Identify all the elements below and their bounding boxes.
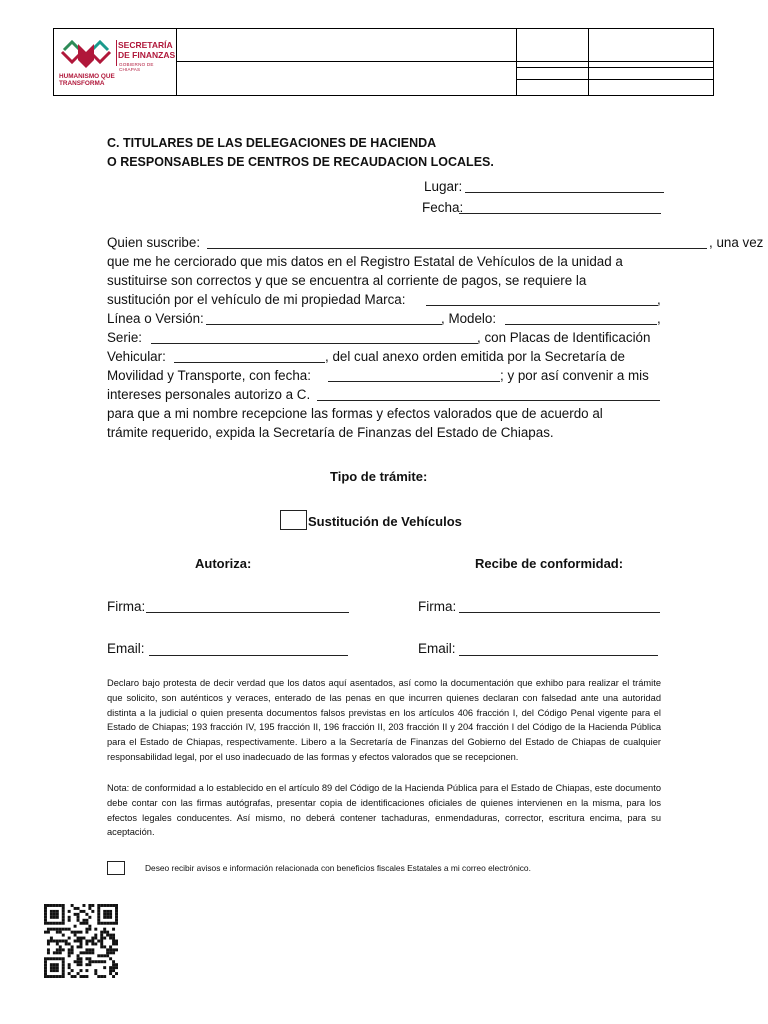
- paragraph-line: Línea o Versión: , Modelo: ,: [107, 311, 661, 326]
- header-rule: [176, 61, 713, 62]
- lugar-label: Lugar:: [424, 179, 463, 194]
- email-right-field[interactable]: [459, 655, 658, 656]
- logo-divider: [116, 40, 117, 66]
- email-left-label: Email:: [107, 641, 145, 656]
- declaration-text: Declaro bajo protesta de decir verdad que los datos aquí asentados, así como la documentación que exhibo para realizar el trámite que solicito, son auténticos y veraces, enterado de las penas en que incurren quienes declaran con falsedad ante una autoridad distinta a la judicial o quien presenta documentos falsos previstas en los artículos 406 fracción I, del Código Penal vigente para el Estado de Chiapas; 193 fracción IV, 195 fracción II, 196 fracción II, 203 fracción II y 204 fracción I del Código de la Hacienda Pública para el Estado de Chiapas, respectivamente. Libero a la Secretaría de Finanzas del Gobierno del Estado de Chiapas de cualquier responsabilidad legal, por el uso inadecuado de las formas y efectos valorados que se recepcionen.: [107, 678, 661, 762]
- sustitucion-checkbox[interactable]: [280, 510, 307, 530]
- paragraph-line: Movilidad y Transporte, con fecha: ; y por así convenir a mis: [107, 368, 649, 383]
- logo-slogan: HUMANISMO QUE TRANSFORMA: [59, 73, 115, 87]
- logo-subtitle: GOBIERNO DE CHIAPAS: [119, 62, 154, 72]
- serie-field[interactable]: [151, 343, 478, 344]
- paragraph-line: sustituirse son correctos y que se encuentra al corriente de pagos, se requiere la: [107, 273, 587, 288]
- suscribe-field[interactable]: [207, 248, 707, 249]
- logo-mark-icon: [58, 36, 114, 70]
- sustitucion-option-label: Sustitución de Vehículos: [308, 514, 462, 529]
- fecha-label: Fecha:: [422, 200, 464, 215]
- paragraph-line: Serie: , con Placas de Identificación: [107, 330, 651, 345]
- header-divider: [516, 29, 517, 95]
- header-divider: [176, 29, 177, 95]
- paragraph-line: que me he cerciorado que mis datos en el Registro Estatal de Vehículos de la unidad a: [107, 254, 623, 269]
- firma-left-field[interactable]: [146, 612, 349, 613]
- note-text: Nota: de conformidad a lo establecido en el artículo 89 del Código de la Hacienda Pública para el Estado de Chiapas, este documento debe contar con las firmas autógrafas, presentar copia de identificaciones oficiales de quienes intervienen en la misma, para los efectos legales conducentes. Así mismo, no deberá contener tachaduras, enmendaduras, corrector, escritura encima, para su aceptación.: [107, 783, 661, 838]
- header-divider: [588, 29, 589, 95]
- firma-right-label: Firma:: [418, 599, 457, 614]
- modelo-field[interactable]: [505, 324, 657, 325]
- paragraph-line: Vehicular: , del cual anexo orden emitida por la Secretaría de: [107, 349, 625, 364]
- qr-code-icon: [44, 904, 118, 978]
- header-rule: [516, 67, 713, 68]
- fecha-field[interactable]: [459, 213, 661, 214]
- marca-field[interactable]: [426, 305, 658, 306]
- paragraph-line: intereses personales autorizo a C.: [107, 385, 661, 404]
- paragraph-line: para que a mi nombre recepcione las formas y efectos valorados que de acuerdo al: [107, 406, 603, 421]
- tramite-label: Tipo de trámite:: [330, 469, 428, 484]
- logo-title: SECRETARÍA DE FINANZAS: [118, 40, 176, 60]
- consent-label: Deseo recibir avisos e información relacionada con beneficios fiscales Estatales a mi correo electrónico.: [145, 863, 531, 873]
- section-title-2: O RESPONSABLES DE CENTROS DE RECAUDACION LOCALES.: [107, 155, 494, 169]
- autoriza-heading: Autoriza:: [195, 556, 252, 571]
- firma-right-field[interactable]: [459, 612, 660, 613]
- recibe-heading: Recibe de conformidad:: [475, 556, 624, 571]
- placas-field[interactable]: [174, 362, 325, 363]
- paragraph-line: sustitución por el vehículo de mi propiedad Marca: ,: [107, 292, 661, 307]
- paragraph-line: trámite requerido, expida la Secretaría de Finanzas del Estado de Chiapas.: [107, 425, 554, 440]
- secretaria-finanzas-logo: [58, 36, 176, 88]
- firma-left-label: Firma:: [107, 599, 146, 614]
- fecha-orden-field[interactable]: [328, 381, 500, 382]
- request-paragraph: [107, 233, 764, 442]
- paragraph-line: Quien suscribe: , una vez: [107, 235, 764, 250]
- header-rule: [516, 79, 713, 80]
- email-right-label: Email:: [418, 641, 456, 656]
- email-left-field[interactable]: [149, 655, 348, 656]
- autorizado-field[interactable]: [317, 400, 660, 401]
- consent-checkbox[interactable]: [107, 861, 125, 875]
- section-title-1: C. TITULARES DE LAS DELEGACIONES DE HACIENDA: [107, 136, 437, 150]
- lugar-field[interactable]: [465, 192, 664, 193]
- linea-version-field[interactable]: [206, 324, 442, 325]
